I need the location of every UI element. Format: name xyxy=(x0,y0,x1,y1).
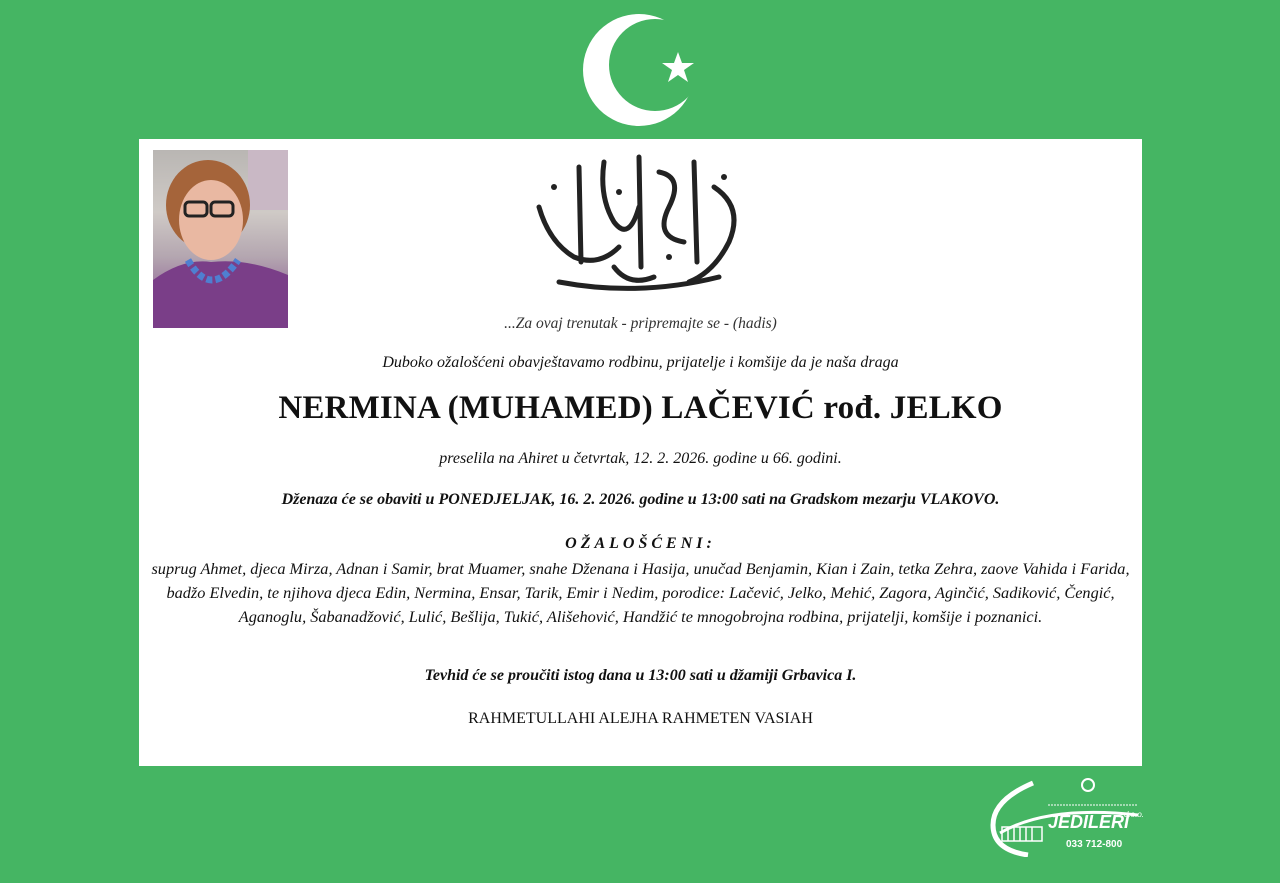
logo-name: JEDILERI xyxy=(1048,812,1130,832)
hadith-quote: ...Za ovaj trenutak - pripremajte se - (hadis) xyxy=(504,315,777,332)
passing-date-text: preselila na Ahiret u četvrtak, 12. 2. 2026. godine u 66. godini. xyxy=(439,450,842,467)
mourners-list: suprug Ahmet, djeca Mirza, Adnan i Samir, brat Muamer, snahe Dženana i Hasija, unučad Benjamin, Kian i Zain, tetka Zehra, zaove Vahida i Farida, badžo Elvedin, te njihova djeca Edin, Nermina, Ensar, Tarik, Emir i Nedim, porodice: Lačević, Jelko, Mehić, Zagora, Aginčić, Sadiković, Čengić, Aganoglu, Šabanadžović, Lulić, Bešlija, Tukić, Ališehović, Handžić te mnogobrojna rodbina, prijatelji, komšije i poznanici. xyxy=(151,559,1130,626)
calligraphy-icon xyxy=(519,147,759,297)
intro-text: Duboko ožalošćeni obavještavamo rodbinu, prijatelje i komšije da je naša draga xyxy=(382,354,899,371)
logo-suffix: d.o.o. xyxy=(1124,810,1145,819)
portrait-photo xyxy=(153,150,288,328)
mourners-heading: OŽALOŠĆENI: xyxy=(565,535,716,552)
closing-prayer: RAHMETULLAHI ALEJHA RAHMETEN VASIAH xyxy=(468,710,813,727)
logo-phone: 033 712-800 xyxy=(1066,839,1123,850)
funeral-info: Dženaza će se obaviti u PONEDJELJAK, 16. 2. 2026. godine u 13:00 sati na Gradskom mezarju VLAKOVO. xyxy=(281,491,1000,508)
crescent-star-icon xyxy=(575,10,705,130)
obituary-card xyxy=(139,139,1142,766)
deceased-name: NERMINA (MUHAMED) LAČEVIĆ rođ. JELKO xyxy=(278,390,1003,426)
tevhid-info: Tevhid će se proučiti istog dana u 13:00 sati u džamiji Grbavica I. xyxy=(424,667,857,684)
